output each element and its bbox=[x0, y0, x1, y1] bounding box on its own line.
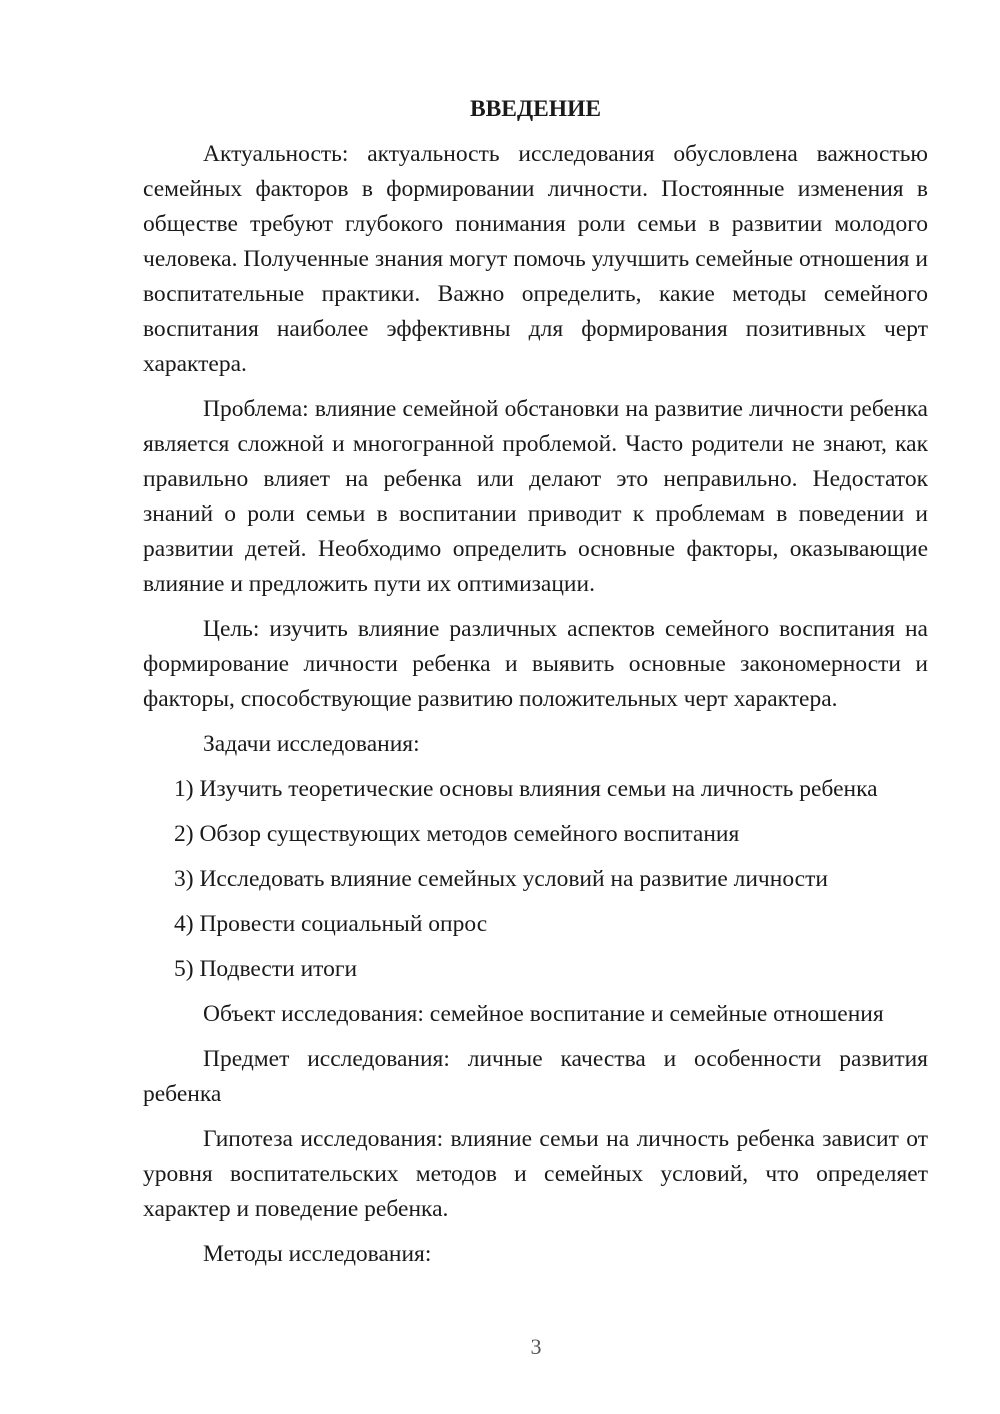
task-item: 4) Провести социальный опрос bbox=[174, 911, 488, 937]
task-item: 2) Обзор существующих методов семейного воспитания bbox=[174, 821, 740, 847]
page-number: 3 bbox=[530, 1334, 542, 1359]
goal-paragraph: Цель: изучить влияние различных аспектов семейного воспитания на формирование личности ребенка и выявить основные закономерности и факторы, способствующие развитию положительных черт характера. bbox=[143, 616, 928, 712]
page-content bbox=[143, 92, 928, 1282]
hypothesis-paragraph: Гипотеза исследования: влияние семьи на личность ребенка зависит от уровня воспитательских методов и семейных условий, что определяет характер и поведение ребенка. bbox=[143, 1126, 928, 1222]
subject-paragraph: Предмет исследования: личные качества и особенности развития ребенка bbox=[143, 1046, 928, 1107]
problem-paragraph: Проблема: влияние семейной обстановки на развитие личности ребенка является сложной и многогранной проблемой. Часто родители не знают, как правильно влияет на ребенка или делают это неправильно. Недостаток знаний о роли семьи в воспитании приводит к проблемам в поведении и развитии детей. Необходимо определить основные факторы, оказывающие влияние и предложить пути их оптимизации. bbox=[143, 396, 928, 597]
task-item: 1) Изучить теоретические основы влияния семьи на личность ребенка bbox=[174, 776, 878, 802]
task-item: 3) Исследовать влияние семейных условий на развитие личности bbox=[174, 866, 828, 892]
methods-title: Методы исследования: bbox=[203, 1241, 432, 1267]
relevance-paragraph: Актуальность: актуальность исследования обусловлена важностью семейных факторов в формировании личности. Постоянные изменения в обществе требуют глубокого понимания роли семьи в развитии молодого человека. Полученные знания могут помочь улучшить семейные отношения и воспитательные практики. Важно определить, какие методы семейного воспитания наиболее эффективны для формирования позитивных черт характера. bbox=[143, 141, 928, 377]
object-paragraph: Объект исследования: семейное воспитание и семейные отношения bbox=[203, 1001, 884, 1027]
tasks-title: Задачи исследования: bbox=[203, 731, 420, 757]
task-item: 5) Подвести итоги bbox=[174, 956, 358, 982]
section-heading: ВВЕДЕНИЕ bbox=[469, 96, 602, 122]
